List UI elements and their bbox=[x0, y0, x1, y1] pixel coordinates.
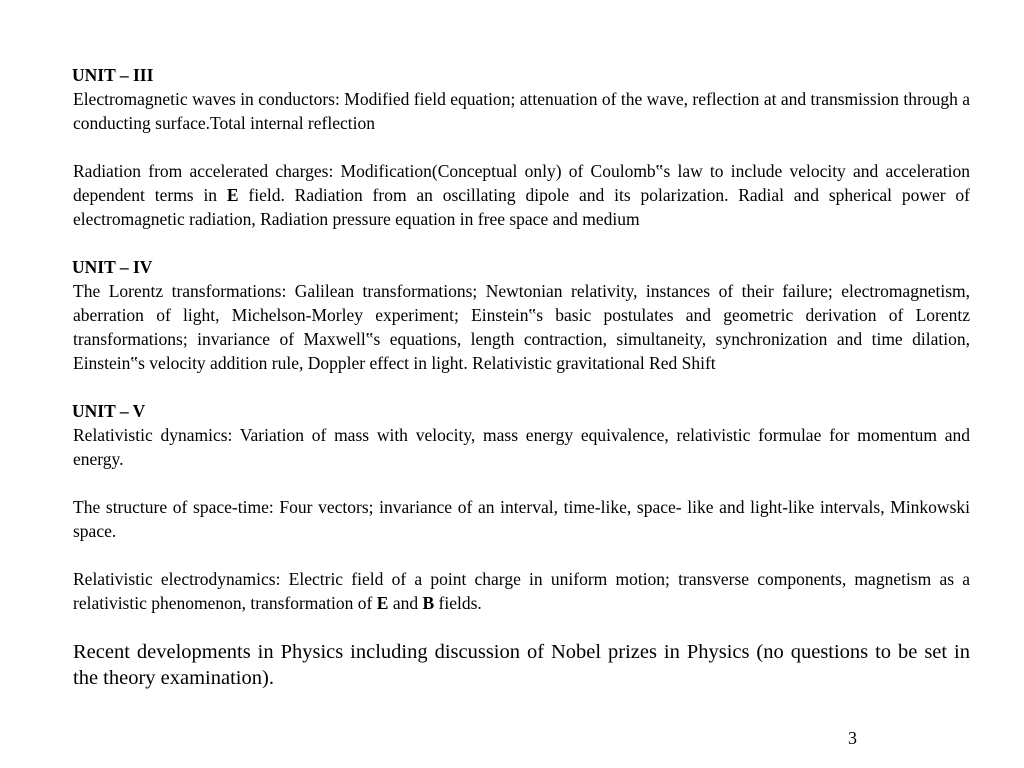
unit-v-heading: UNIT – V bbox=[72, 401, 146, 421]
unit-v-bold-b: B bbox=[422, 593, 435, 613]
unit-iv-paragraph-1: The Lorentz transformations: Galilean transformations; Newtonian relativity, instances of their failure; electromagnetism, aberration of light, Michelson-Morley experiment; Einstein‟s basic postulates and geometric derivation of Lorentz transformations; invariance of Maxwell‟s equations, length contraction, simultaneity, synchronization and time dilation, Einstein‟s velocity addition rule, Doppler effect in light. Relativistic gravitational Red Shift bbox=[73, 281, 970, 373]
unit-v-paragraph-3-text-c: fields. bbox=[434, 593, 482, 613]
unit-iii-heading: UNIT – III bbox=[72, 65, 154, 85]
unit-iii-paragraph-2 bbox=[73, 159, 970, 231]
syllabus-content bbox=[73, 63, 970, 691]
unit-v-paragraph-3 bbox=[73, 567, 970, 615]
closing-note: Recent developments in Physics including discussion of Nobel prizes in Physics (no questions to be set in the theory examination). bbox=[73, 641, 970, 689]
unit-iv-section bbox=[73, 255, 970, 375]
unit-iii-paragraph-1: Electromagnetic waves in conductors: Modified field equation; attenuation of the wave, reflection at and transmission through a conducting surface.Total internal reflection bbox=[73, 89, 970, 133]
unit-iii-paragraph-2-text-a: Radiation from accelerated charges: Modification(Conceptual only) of Coulomb‟s law to include velocity and acceleration dependent terms in bbox=[73, 161, 970, 205]
unit-v-section bbox=[73, 399, 970, 691]
unit-v-bold-e: E bbox=[376, 593, 389, 613]
unit-v-paragraph-2: The structure of space-time: Four vectors; invariance of an interval, time-like, space- like and light-like intervals, Minkowski space. bbox=[73, 497, 970, 541]
unit-iii-paragraph-2-text-b: field. Radiation from an oscillating dipole and its polarization. Radial and spherical power of electromagnetic radiation, Radiation pressure equation in free space and medium bbox=[73, 185, 970, 229]
unit-v-paragraph-1: Relativistic dynamics: Variation of mass with velocity, mass energy equivalence, relativistic formulae for momentum and energy. bbox=[73, 425, 970, 469]
unit-iii-bold-e: E bbox=[226, 185, 239, 205]
page-number: 3 bbox=[848, 728, 857, 748]
unit-iv-heading: UNIT – IV bbox=[72, 257, 153, 277]
unit-iii-section bbox=[73, 63, 970, 231]
unit-v-paragraph-3-text-b: and bbox=[388, 593, 423, 613]
unit-v-paragraph-3-text-a: Relativistic electrodynamics: Electric field of a point charge in uniform motion; transverse components, magnetism as a relativistic phenomenon, transformation of bbox=[73, 569, 970, 613]
